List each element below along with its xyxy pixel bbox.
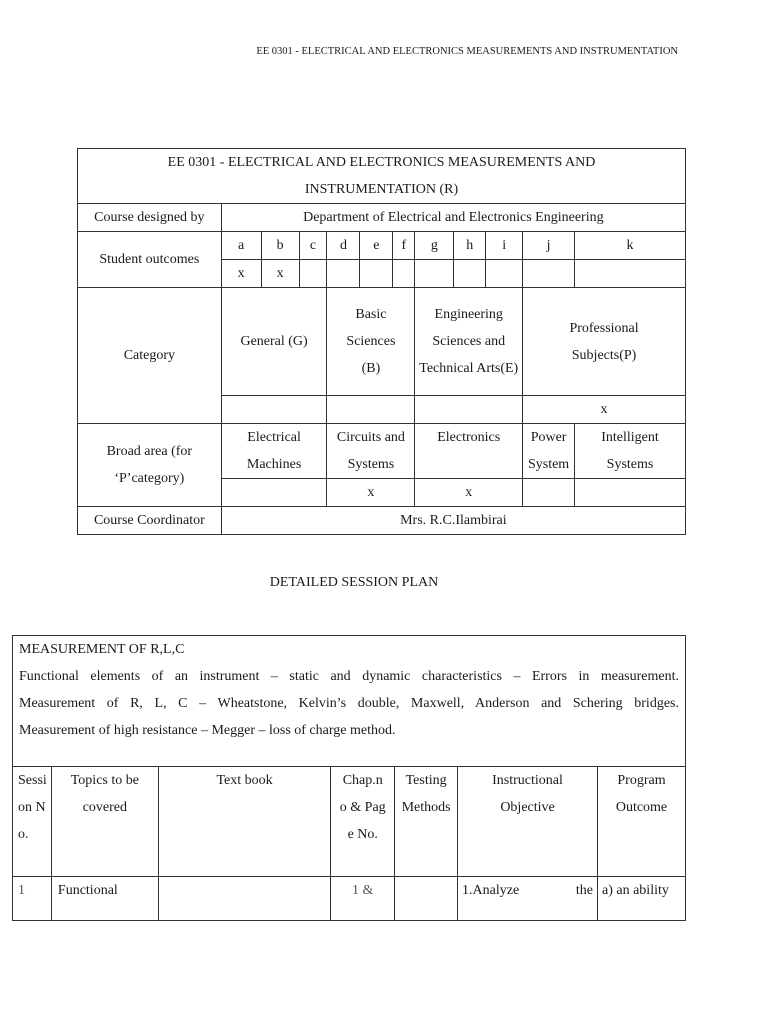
topic: Functional — [51, 877, 158, 921]
instructional-objective: 1.Analyze the — [458, 877, 598, 921]
column-header-chapter: Chap.no & Page No. — [331, 767, 395, 877]
outcome-mark — [523, 260, 575, 288]
category-mark — [415, 396, 523, 424]
course-title: EE 0301 - ELECTRICAL AND ELECTRONICS MEASUREMENTS AND INSTRUMENTATION (R) — [78, 149, 686, 204]
outcomes-label: Student outcomes — [78, 232, 222, 288]
coordinator-label: Course Coordinator — [78, 507, 222, 535]
unit-line: Functional elements of an instrument – static and dynamic characteristics – Errors in measurement. — [19, 669, 679, 684]
outcome-mark — [299, 260, 327, 288]
broad-area-circuits-systems: Circuits and Systems — [327, 424, 415, 479]
unit-description — [13, 636, 686, 767]
outcome-mark — [327, 260, 360, 288]
outcome-letter: k — [575, 232, 686, 260]
outcome-mark — [486, 260, 523, 288]
broad-area-mark: x — [327, 479, 415, 507]
broad-area-intelligent-systems: Intelligent Systems — [575, 424, 686, 479]
category-label: Category — [78, 288, 222, 424]
designed-by-value: Department of Electrical and Electronics Engineering — [221, 204, 685, 232]
outcome-letter: h — [454, 232, 486, 260]
category-general: General (G) — [221, 288, 327, 396]
category-engineering-sciences: Engineering Sciences and Technical Arts(E) — [415, 288, 523, 396]
outcome-letter: a — [221, 232, 261, 260]
outcome-mark: x — [221, 260, 261, 288]
column-header-textbook: Text book — [158, 767, 331, 877]
outcome-letter: b — [261, 232, 299, 260]
table-row — [13, 877, 686, 921]
broad-area-mark — [523, 479, 575, 507]
broad-area-electronics: Electronics — [415, 424, 523, 479]
outcome-mark — [360, 260, 393, 288]
designed-by-label: Course designed by — [78, 204, 222, 232]
session-plan-table — [12, 635, 686, 921]
outcome-letter: g — [415, 232, 454, 260]
broad-area-mark — [221, 479, 327, 507]
testing-method — [395, 877, 458, 921]
course-info-table — [77, 148, 686, 535]
category-mark: x — [523, 396, 686, 424]
column-header-topics: Topics to be covered — [51, 767, 158, 877]
session-no: 1 — [13, 877, 52, 921]
outcome-letter: c — [299, 232, 327, 260]
category-mark — [221, 396, 327, 424]
outcome-mark: x — [261, 260, 299, 288]
outcome-letter: d — [327, 232, 360, 260]
session-plan-title: DETAILED SESSION PLAN — [269, 575, 439, 590]
program-outcome: a) an ability — [598, 877, 686, 921]
column-header-objective: Instructional Objective — [458, 767, 598, 877]
unit-heading: MEASUREMENT OF R,L,C — [19, 642, 185, 657]
column-header-testing: Testing Methods — [395, 767, 458, 877]
coordinator-value: Mrs. R.C.Ilambirai — [221, 507, 685, 535]
broad-area-mark — [575, 479, 686, 507]
column-header-session: Session No. — [13, 767, 52, 877]
broad-area-electrical-machines: Electrical Machines — [221, 424, 327, 479]
unit-line: Measurement of R, L, C – Wheatstone, Kelvin’s double, Maxwell, Anderson and Schering bridges. — [19, 696, 679, 711]
outcome-letter: i — [486, 232, 523, 260]
broad-area-label: Broad area (for ‘P’category) — [78, 424, 222, 507]
outcome-mark — [393, 260, 415, 288]
outcome-mark — [454, 260, 486, 288]
outcome-letter: j — [523, 232, 575, 260]
broad-area-power-system: Power System — [523, 424, 575, 479]
broad-area-mark: x — [415, 479, 523, 507]
column-header-outcome: Program Outcome — [598, 767, 686, 877]
outcome-mark — [415, 260, 454, 288]
page-header: EE 0301 - ELECTRICAL AND ELECTRONICS MEASUREMENTS AND INSTRUMENTATION — [256, 46, 678, 57]
outcome-letter: f — [393, 232, 415, 260]
chapter-page: 1 & — [331, 877, 395, 921]
textbook — [158, 877, 331, 921]
unit-line: Measurement of high resistance – Megger – loss of charge method. — [19, 723, 396, 738]
category-professional: Professional Subjects(P) — [523, 288, 686, 396]
outcome-letter: e — [360, 232, 393, 260]
category-mark — [327, 396, 415, 424]
category-basic-sciences: Basic Sciences (B) — [327, 288, 415, 396]
outcome-mark — [575, 260, 686, 288]
